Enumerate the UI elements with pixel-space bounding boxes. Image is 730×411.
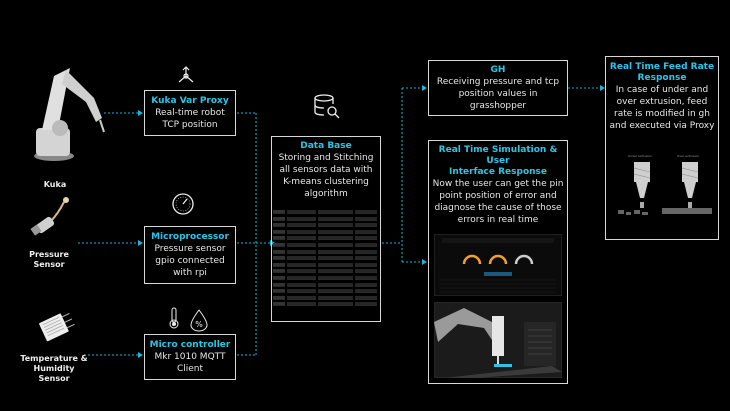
dashboard-screenshot-thumbnail bbox=[434, 234, 562, 296]
over-extrusion-label: Over extrusion bbox=[677, 154, 700, 158]
feed-rate-title: Real Time Feed Rate Response bbox=[609, 62, 715, 83]
feed-rate-body: In case of under and over extrusion, feed rate is modified in gh and executed via Proxy bbox=[609, 85, 715, 131]
microprocessor-title: Microprocessor bbox=[151, 232, 229, 242]
simulation-screenshot-thumbnail bbox=[434, 302, 562, 378]
table-row-placeholder bbox=[273, 250, 379, 257]
robot-arm-icon bbox=[22, 58, 112, 168]
table-row-placeholder bbox=[273, 217, 379, 224]
table-row-placeholder bbox=[273, 296, 379, 303]
micro-controller-box bbox=[144, 334, 236, 380]
svg-text:%: % bbox=[195, 320, 203, 329]
gh-title: GH bbox=[490, 65, 506, 75]
database-table-thumbnail bbox=[273, 210, 379, 309]
simulation-body: Now the user can get the pin point position of error and diagnose the cause of those errors in real time bbox=[432, 179, 564, 225]
database-search-icon bbox=[313, 92, 341, 120]
gauge-icon bbox=[171, 192, 195, 216]
gh-body: Receiving pressure and tcp position values in grasshopper bbox=[436, 77, 560, 111]
kuka-label: Kuka bbox=[43, 180, 67, 189]
table-row-placeholder bbox=[273, 243, 379, 250]
table-row-placeholder bbox=[273, 289, 379, 296]
kuka-var-proxy-title: Kuka Var Proxy bbox=[151, 96, 229, 106]
pressure-sensor-icon bbox=[30, 196, 80, 240]
microprocessor-box bbox=[144, 226, 236, 284]
extrusion-diagram bbox=[612, 158, 716, 224]
simulation-title: Real Time Simulation & User Interface Response bbox=[438, 145, 558, 177]
gh-box bbox=[428, 60, 568, 116]
pressure-sensor-label: Pressure Sensor bbox=[29, 250, 69, 269]
table-row-placeholder bbox=[273, 276, 379, 283]
table-row-placeholder bbox=[273, 263, 379, 270]
micro-controller-title: Micro controller bbox=[149, 340, 231, 350]
database-body: Storing and Stitching all sensors data with K-means clustering algorithm bbox=[278, 153, 374, 199]
table-row-placeholder bbox=[273, 283, 379, 290]
table-row-placeholder bbox=[273, 269, 379, 276]
dht-sensor-icon bbox=[36, 310, 78, 344]
table-row-placeholder bbox=[273, 236, 379, 243]
table-row-placeholder bbox=[273, 223, 379, 230]
temp-humidity-sensor-label: Temperature & Humidity Sensor bbox=[20, 354, 88, 383]
micro-controller-body: Mkr 1010 MQTT Client bbox=[154, 352, 226, 374]
microprocessor-body: Pressure sensor gpio connected with rpi bbox=[154, 244, 226, 278]
thermometer-icon bbox=[168, 306, 180, 330]
table-row-placeholder bbox=[273, 302, 379, 309]
database-title: Data Base bbox=[300, 141, 352, 151]
kuka-var-proxy-box bbox=[144, 90, 236, 136]
kuka-var-proxy-body: Real-time robot TCP position bbox=[155, 108, 225, 130]
table-row-placeholder bbox=[273, 210, 379, 217]
table-row-placeholder bbox=[273, 230, 379, 237]
under-extrusion-label: Under extrusion bbox=[628, 154, 653, 158]
percent-icon bbox=[188, 308, 210, 332]
axes-gizmo-icon bbox=[176, 64, 196, 86]
table-row-placeholder bbox=[273, 256, 379, 263]
